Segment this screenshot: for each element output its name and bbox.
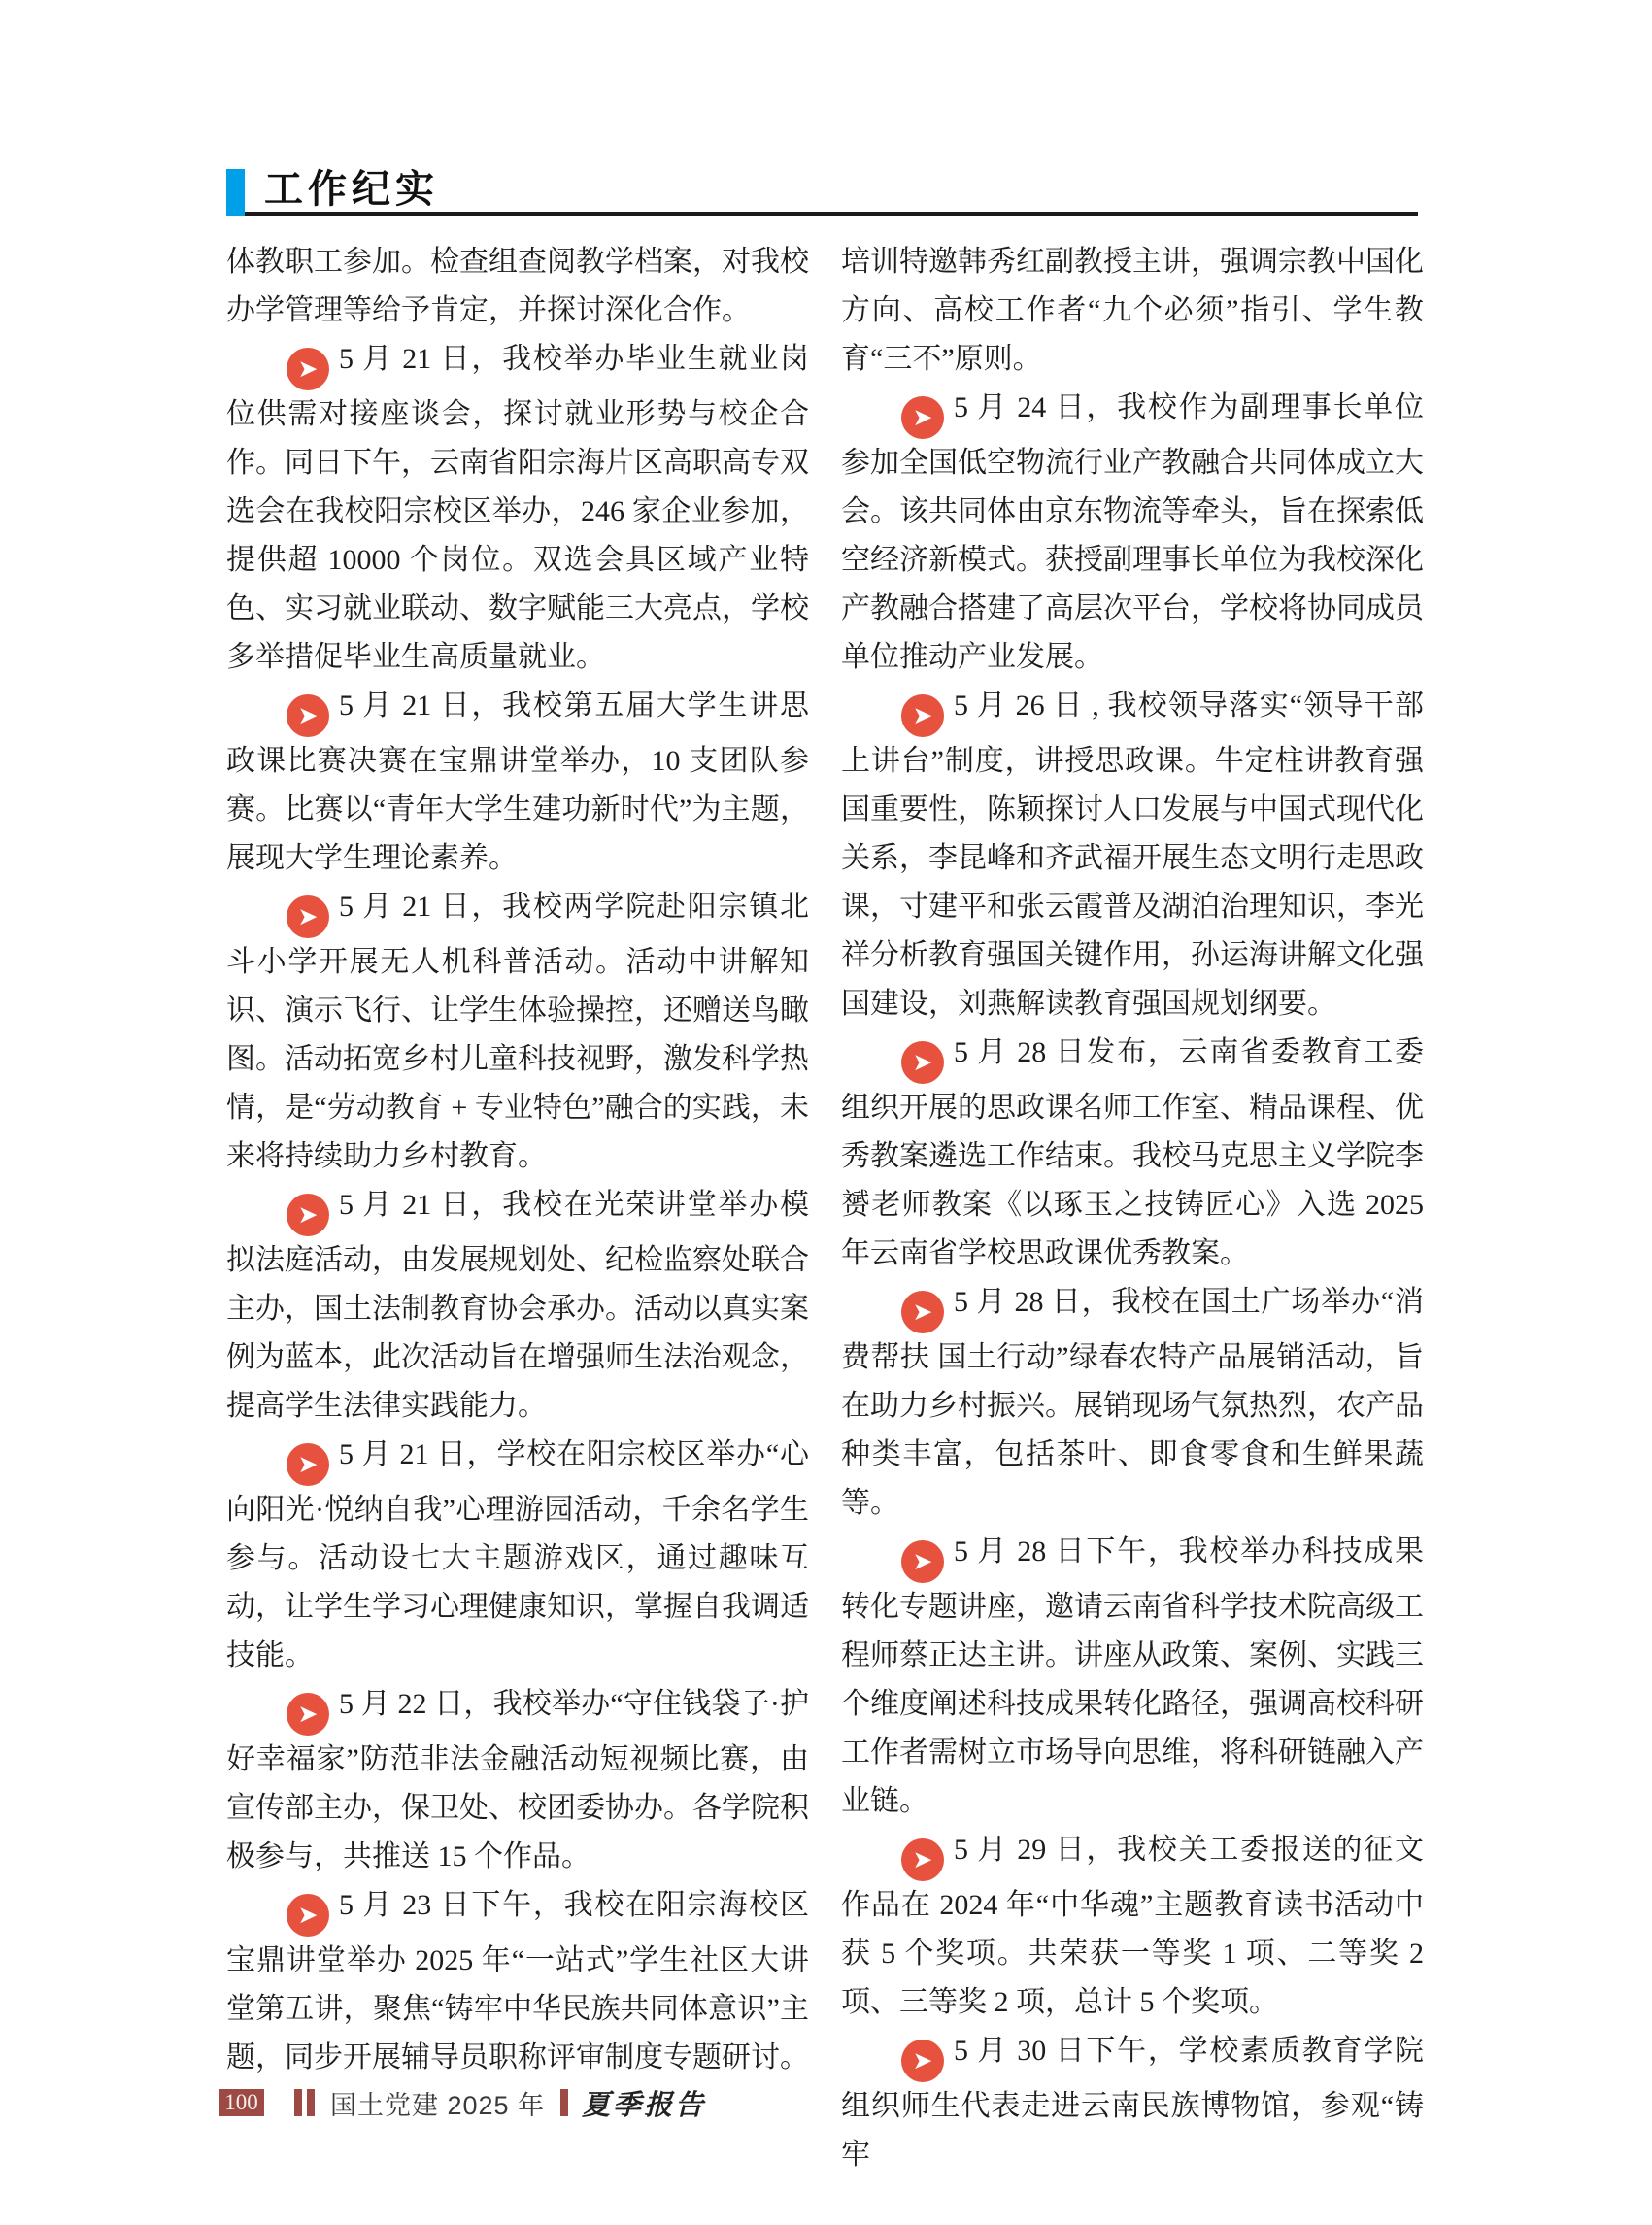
bullet-arrow-icon: ➤	[901, 2040, 944, 2082]
paragraph-text: 5 月 26 日 , 我校领导落实“领导干部上讲台”制度，讲授思政课。牛定柱讲教育强国重要性，陈颖探讨人口发展与中国式现代化关系，李昆峰和齐武福开展生态文明行走思政课，寸建平和张云霞普及湖泊治理知识，李光祥分析教育强国关键作用，孙运海讲解文化强国建设，刘燕解读教育强国规划纲要。	[841, 690, 1424, 1020]
paragraph	[226, 335, 809, 682]
paragraph-text: 培训特邀韩秀红副教授主讲，强调宗教中国化方向、高校工作者“九个必须”指引、学生教育“三不”原则。	[841, 246, 1424, 375]
bullet-arrow-icon: ➤	[901, 1838, 944, 1881]
paragraph	[226, 1680, 809, 1881]
left-column	[226, 238, 809, 2179]
bullet-arrow-icon: ➤	[901, 694, 944, 737]
paragraph-text: 5 月 23 日下午，我校在阳宗海校区宝鼎讲堂举办 2025 年“一站式”学生社区大讲堂第五讲，聚焦“铸牢中华民族共同体意识”主题，同步开展辅导员职称评审制度专题研讨。	[226, 1889, 809, 2073]
paragraph-text: 5 月 28 日下午，我校举办科技成果转化专题讲座，邀请云南省科学技术院高级工程师蔡正达主讲。讲座从政策、案例、实践三个维度阐述科技成果转化路径，强调高校科研工作者需树立市场导向思维，将科研链融入产业链。	[841, 1535, 1424, 1817]
footer-divider-bar-icon	[560, 2089, 568, 2116]
issue-title: 夏季报告	[582, 2089, 707, 2121]
paragraph	[841, 682, 1424, 1028]
bullet-arrow-icon: ➤	[901, 1291, 944, 1333]
bullet-arrow-icon: ➤	[287, 895, 329, 938]
bullet-arrow-icon: ➤	[287, 1443, 329, 1486]
bullet-arrow-icon: ➤	[287, 348, 329, 390]
paragraph-text: 5 月 21 日，我校举办毕业生就业岗位供需对接座谈会，探讨就业形势与校企合作。同日下午，云南省阳宗海片区高职高专双选会在我校阳宗校区举办，246 家企业参加，提供超 10000 个岗位。双选会具区域产业特色、实习就业联动、数字赋能三大亮点，学校多举措促毕业生高质量就业。	[226, 343, 809, 673]
paragraph	[841, 1278, 1424, 1528]
bullet-arrow-icon: ➤	[287, 1894, 329, 1937]
paragraph	[226, 1431, 809, 1680]
footer-divider-bar-icon	[294, 2089, 302, 2116]
paragraph	[841, 238, 1424, 384]
header-accent-block	[226, 169, 245, 216]
right-column	[841, 238, 1424, 2179]
paragraph	[226, 1181, 809, 1431]
paragraph-text: 5 月 29 日，我校关工委报送的征文作品在 2024 年“中华魂”主题教育读书活动中获 5 个奖项。共荣获一等奖 1 项、二等奖 2 项、三等奖 2 项，总计 5 个奖项。	[841, 1834, 1424, 2018]
paragraph	[226, 1881, 809, 2082]
page-footer	[219, 2088, 707, 2121]
paragraph-text: 5 月 21 日，我校两学院赴阳宗镇北斗小学开展无人机科普活动。活动中讲解知识、演示飞行、让学生体验操控，还赠送鸟瞰图。活动拓宽乡村儿童科技视野，激发科学热情，是“劳动教育 + 专业特色”融合的实践，未来将持续助力乡村教育。	[226, 891, 809, 1172]
article-body	[226, 238, 1424, 2179]
footer-divider-bar-icon	[307, 2089, 315, 2116]
publication-title: 国土党建 2025 年	[330, 2090, 546, 2120]
paragraph-text: 5 月 22 日，我校举办“守住钱袋子·护好幸福家”防范非法金融活动短视频比赛，由宣传部主办，保卫处、校团委协办。各学院积极参与，共推送 15 个作品。	[226, 1688, 809, 1872]
paragraph-text: 5 月 21 日，我校在光荣讲堂举办模拟法庭活动，由发展规划处、纪检监察处联合主办，国土法制教育协会承办。活动以真实案例为蓝本，此次活动旨在增强师生法治观念，提高学生法律实践能力。	[226, 1189, 809, 1422]
paragraph	[226, 238, 809, 335]
paragraph	[841, 384, 1424, 682]
page-title: 工作纪实	[264, 167, 439, 211]
paragraph	[841, 1826, 1424, 2027]
bullet-arrow-icon: ➤	[901, 1540, 944, 1583]
paragraph-text: 体教职工参加。检查组查阅教学档案，对我校办学管理等给予肯定，并探讨深化合作。	[226, 246, 809, 326]
paragraph-text: 5 月 28 日，我校在国土广场举办“消费帮扶 国土行动”绿春农特产品展销活动，旨在助力乡村振兴。展销现场气氛热烈，农产品种类丰富，包括茶叶、即食零食和生鲜果蔬等。	[841, 1286, 1424, 1519]
paragraph	[841, 1528, 1424, 1826]
page-number-badge: 100	[219, 2089, 264, 2116]
bullet-arrow-icon: ➤	[287, 1693, 329, 1736]
paragraph	[841, 2027, 1424, 2179]
bullet-arrow-icon: ➤	[287, 1194, 329, 1236]
bullet-arrow-icon: ➤	[287, 694, 329, 737]
paragraph	[841, 1028, 1424, 1278]
paragraph-text: 5 月 21 日，我校第五届大学生讲思政课比赛决赛在宝鼎讲堂举办，10 支团队参赛。比赛以“青年大学生建功新时代”为主题，展现大学生理论素养。	[226, 690, 809, 874]
paragraph	[226, 682, 809, 883]
paragraph-text: 5 月 30 日下午，学校素质教育学院组织师生代表走进云南民族博物馆，参观“铸牢	[841, 2035, 1424, 2171]
paragraph-text: 5 月 28 日发布，云南省委教育工委组织开展的思政课名师工作室、精品课程、优秀教案遴选工作结束。我校马克思主义学院李赟老师教案《以琢玉之技铸匠心》入选 2025 年云南省学校思政课优秀教案。	[841, 1036, 1424, 1269]
bullet-arrow-icon: ➤	[901, 1041, 944, 1084]
paragraph-text: 5 月 24 日，我校作为副理事长单位参加全国低空物流行业产教融合共同体成立大会。该共同体由京东物流等牵头，旨在探索低空经济新模式。获授副理事长单位为我校深化产教融合搭建了高层次平台，学校将协同成员单位推动产业发展。	[841, 391, 1424, 673]
bullet-arrow-icon: ➤	[901, 396, 944, 439]
paragraph	[226, 883, 809, 1181]
paragraph-text: 5 月 21 日，学校在阳宗校区举办“心向阳光·悦纳自我”心理游园活动，千余名学生参与。活动设七大主题游戏区，通过趣味互动，让学生学习心理健康知识，掌握自我调适技能。	[226, 1438, 809, 1671]
